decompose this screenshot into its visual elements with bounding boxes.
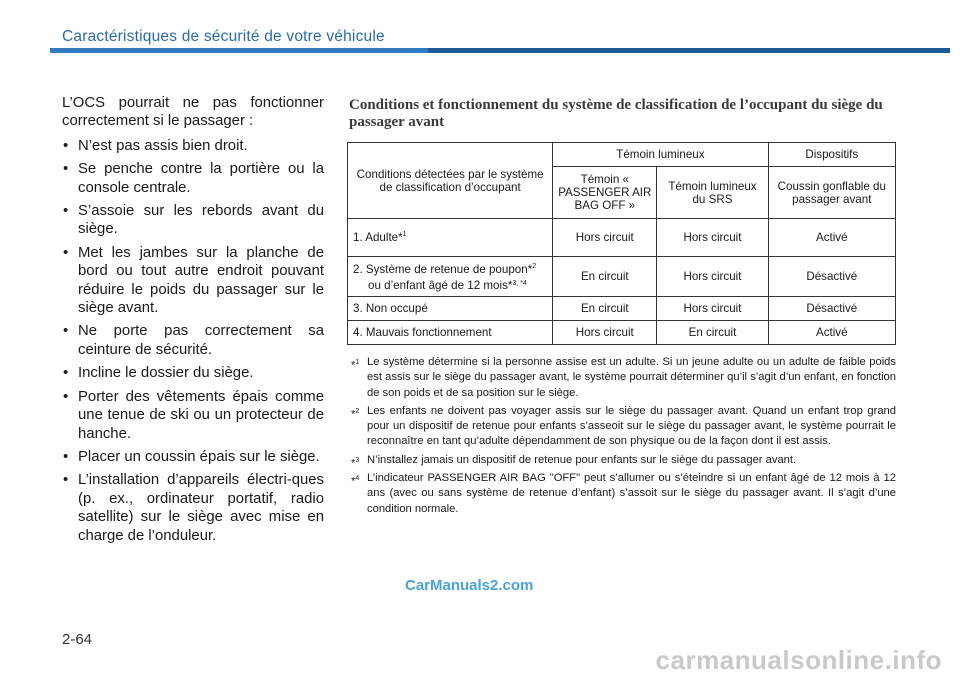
section-title: Conditions et fonctionnement du système de classification de l’occupant du siège du passager avant (349, 97, 883, 130)
row-condition: 4. Mauvais fonctionnement (348, 321, 553, 345)
occupant-classification-table (347, 142, 896, 345)
row-airbag-state: Activé (768, 219, 895, 257)
intro-paragraph: L’OCS pourrait ne pas fonctionner correctement si le passager : (62, 95, 324, 130)
footnote: *$^3$ N’installez jamais un dispositif de retenue pour enfants sur le siège du passager avant. (351, 453, 797, 470)
table-row (348, 321, 896, 345)
head-conditions: Conditions détectées par le système de classification d’occupant (348, 143, 553, 219)
bullet-item: • Incline le dossier du siège. (62, 364, 324, 382)
head-indicator: Témoin lumineux (553, 143, 768, 167)
sub-front-airbag: Coussin gonflable du passager avant (768, 167, 895, 219)
row-condition: 2. Système de retenue de poupon*$^2$ ou d’enfant âgé de 12 mois*$^{3, *4}$ (348, 257, 553, 297)
row-passenger-light: Hors circuit (553, 321, 657, 345)
row-srs-light: En circuit (657, 321, 768, 345)
table-row (348, 297, 896, 321)
bullet-item: • N’est pas assis bien droit. (62, 137, 324, 155)
table-row (348, 219, 896, 257)
bullet-item: • L’installation d’appareils électri-ques (p. ex., ordinateur portatif, radio satellite) sur le siège avec mise en charge de l’onduleur. (62, 471, 324, 545)
footnote: *$^4$ L’indicateur PASSENGER AIR BAG "OFF" peut s’allumer ou s’éteindre si un enfant âgé de 12 mois à 12 ans (avec ou sans système de retenue d’enfant) s’assoit sur le siège du passager avant. Il s’agit d’une condition normale. (351, 472, 896, 515)
right-column (349, 97, 897, 131)
row-condition: 3. Non occupé (348, 297, 553, 321)
bullet-item: • Se penche contre la portière ou la console centrale. (62, 160, 324, 197)
page-number: 2-64 (62, 631, 93, 648)
sub-srs-light: Témoin lumineux du SRS (657, 167, 768, 219)
table-row (348, 257, 896, 297)
condition-bullet-list (62, 137, 324, 545)
bullet-item: • Ne porte pas correctement sa ceinture de sécurité. (62, 322, 324, 359)
bullet-item: • Placer un coussin épais sur le siège. (62, 448, 324, 466)
watermark-link[interactable]: CarManuals2.com (405, 577, 534, 594)
row-passenger-light: En circuit (553, 257, 657, 297)
left-column (62, 94, 324, 550)
bullet-item: • S’assoie sur les rebords avant du siège. (62, 202, 324, 239)
row-airbag-state: Activé (768, 321, 895, 345)
header-rule (50, 48, 950, 53)
row-srs-light: Hors circuit (657, 257, 768, 297)
bullet-item: • Met les jambes sur la planche de bord ou tout autre endroit pouvant réduire le poids du passager sur le siège avant. (62, 244, 324, 318)
footnote: *$^2$ Les enfants ne doivent pas voyager assis sur le siège du passager avant. Quand un enfant trop grand pour un dispositif de retenue pour enfants s’asseoit sur le siège du passager avant, le système pourrait le reconnaître en tant qu’adulte dépendamment de son physique ou de la façon dont il est assis. (351, 404, 896, 448)
row-condition: 1. Adulte*$^1$ (348, 219, 553, 257)
footnote: *$^1$ Le système détermine si la personne assise est un adulte. Si un jeune adulte ou un adulte de faible poids est assis sur le siège du passager avant, le système pourrait déterminer qu’il s’agit d’un enfant, en fonction de son poids et de sa position sur le siège. (351, 356, 896, 399)
sub-passenger-airbag-off: Témoin « PASSENGER AIR BAG OFF » (553, 167, 657, 219)
head-devices: Dispositifs (768, 143, 895, 167)
row-srs-light: Hors circuit (657, 219, 768, 257)
row-passenger-light: Hors circuit (553, 219, 657, 257)
footer-watermark: carmanualsonline.info (655, 645, 942, 675)
row-passenger-light: En circuit (553, 297, 657, 321)
row-airbag-state: Désactivé (768, 297, 895, 321)
row-srs-light: Hors circuit (657, 297, 768, 321)
footnotes (351, 355, 896, 520)
row-airbag-state: Désactivé (768, 257, 895, 297)
bullet-item: • Porter des vêtements épais comme une tenue de ski ou un protecteur de hanche. (62, 388, 324, 443)
section-header-title: Caractéristiques de sécurité de votre véhicule (62, 28, 385, 45)
